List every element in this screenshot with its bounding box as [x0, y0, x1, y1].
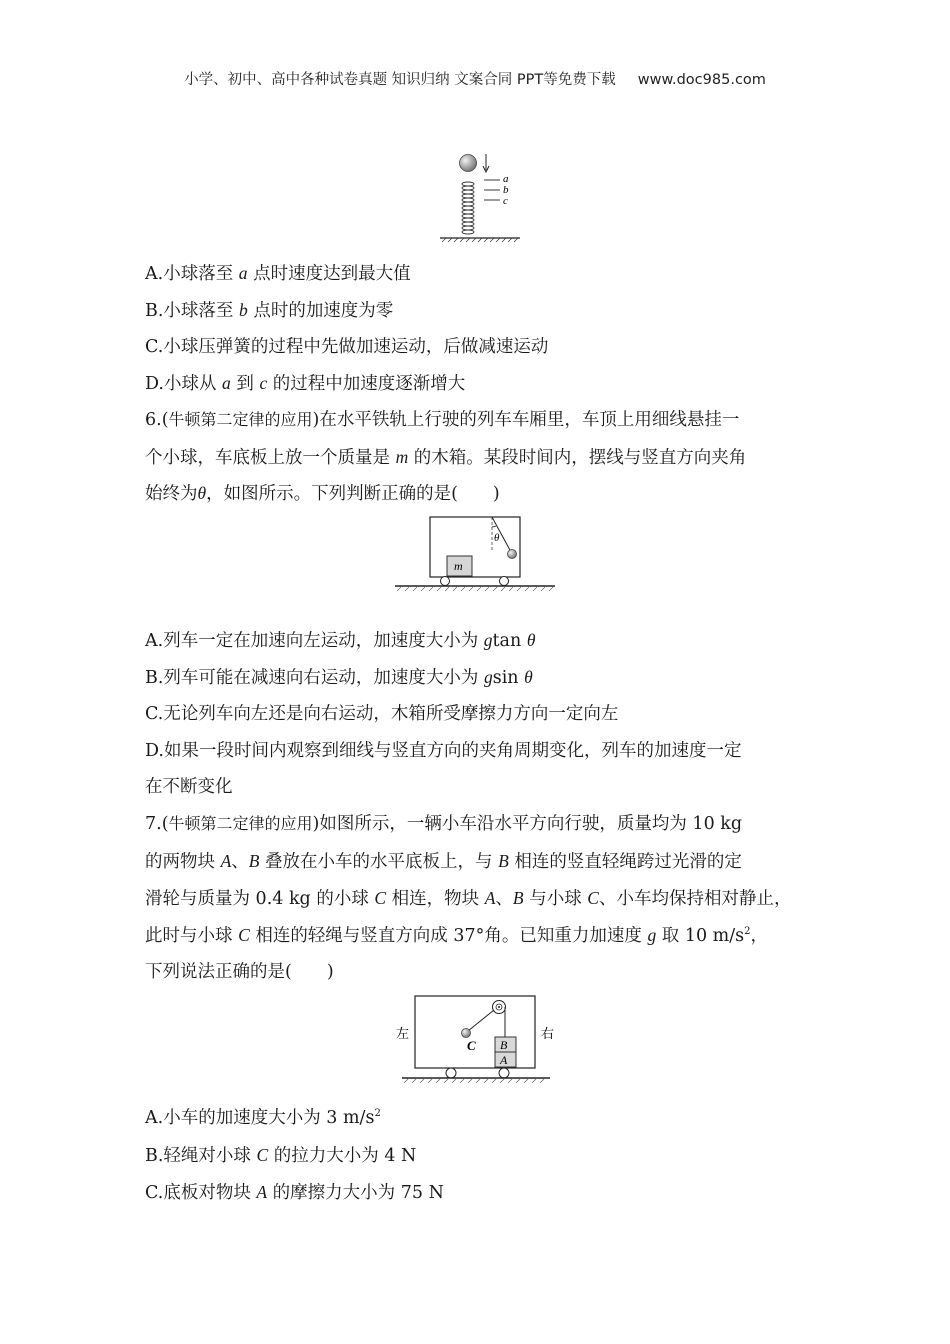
right-label: 右	[541, 1026, 555, 1041]
q6-stem-line2: 个小球，车底板上放一个质量是 m 的木箱。某段时间内，摆线与竖直方向夹角	[145, 447, 747, 468]
ball	[460, 155, 477, 172]
q7-topic-tag: 牛顿第二定律的应用	[168, 814, 313, 833]
q7-stem-line1: 7.(牛顿第二定律的应用)如图所示，一辆小车沿水平方向行驶，质量均为 10 kg	[145, 814, 743, 834]
header-text: 小学、初中、高中各种试卷真题 知识归纳 文案合同 PPT等免费下载	[184, 72, 616, 88]
q5-option-a: A.小球落至 a 点时速度达到最大值	[145, 263, 411, 284]
q7-stem-line2: 的两物块 A、B 叠放在小车的水平底板上，与 B 相连的竖直轻绳跨过光滑的定	[145, 851, 742, 872]
block-a-label: A	[500, 1053, 508, 1067]
q6-option-c: C.无论列车向左还是向右运动，木箱所受摩擦力方向一定向左	[145, 704, 619, 724]
box-m-label: m	[454, 559, 463, 573]
q7-option-c: C.底板对物块 A 的摩擦力大小为 75 N	[145, 1182, 444, 1203]
header-url[interactable]: www.doc985.com	[637, 72, 766, 88]
q7-option-a: A.小车的加速度大小为 3 $m/s^2$	[145, 1108, 381, 1128]
label-a: a	[503, 173, 509, 185]
q6-option-d: D.如果一段时间内观察到细线与竖直方向的夹角周期变化，列车的加速度一定	[145, 741, 742, 761]
left-label: 左	[396, 1026, 410, 1041]
ball-c-label: C	[467, 1038, 476, 1053]
spring	[462, 182, 474, 234]
train-car	[430, 517, 520, 577]
wheel-right	[500, 577, 509, 586]
q6-topic-tag: 牛顿第二定律的应用	[168, 410, 313, 429]
spring-ball-figure	[430, 150, 540, 245]
ball-c	[462, 1029, 471, 1038]
q6-option-a: A.列车一定在加速向左运动，加速度大小为 gtan θ	[145, 630, 536, 651]
pendulum-ball	[508, 550, 517, 559]
cart-body	[415, 996, 535, 1068]
q5-option-b: B.小球落至 b 点时的加速度为零	[145, 300, 394, 321]
q7-stem-line4: 此时与小球 C 相连的轻绳与竖直方向成 37°角。已知重力加速度 g 取 10 $m/s^2$，	[145, 925, 769, 946]
label-c: c	[503, 195, 508, 207]
label-b: b	[503, 184, 509, 196]
q7-stem-line3: 滑轮与质量为 0.4 kg 的小球 C 相连，物块 A、B 与小球 C、小车均保持相对静止，	[145, 888, 792, 909]
q7-stem-line5: 下列说法正确的是( )	[145, 962, 334, 982]
q6-stem-line1: 6.(牛顿第二定律的应用)在水平铁轨上行驶的列车车厢里，车顶上用细线悬挂一	[145, 410, 740, 430]
page-header	[0, 68, 950, 89]
q6-option-d-cont: 在不断变化	[145, 777, 233, 797]
q5-option-d: D.小球从 a 到 c 的过程中加速度逐渐增大	[145, 373, 466, 394]
rope-to-ball	[468, 1010, 494, 1031]
wheel-right	[499, 1068, 509, 1078]
cart-pulley-figure	[390, 992, 565, 1084]
q7-option-b: B.轻绳对小球 C 的拉力大小为 4 N	[145, 1145, 417, 1166]
block-b-label: B	[500, 1038, 508, 1052]
wheel-left	[446, 1068, 456, 1078]
q6-stem-line3: 始终为θ，如图所示。下列判断正确的是( )	[145, 483, 500, 504]
q5-option-c: C.小球压弹簧的过程中先做加速运动，后做减速运动	[145, 337, 549, 357]
wheel-left	[441, 577, 450, 586]
train-pendulum-figure	[395, 515, 555, 595]
angle-theta-label: θ	[494, 532, 500, 544]
q6-option-b: B.列车可能在减速向右运动，加速度大小为 gsin θ	[145, 667, 533, 688]
